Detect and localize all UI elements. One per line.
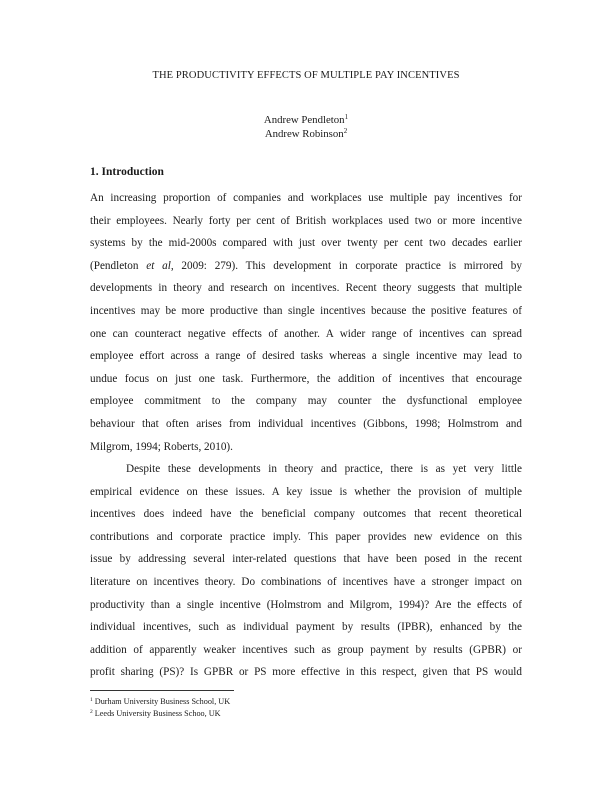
- text-line: their employees. Nearly forty per cent of British workplaces used two or more incentive: [90, 214, 522, 227]
- text-line: incentives may be more productive than single incentives because the positive features of: [90, 304, 522, 317]
- text-segment: (Pendleton: [90, 259, 147, 272]
- text-line: addition of apparently weaker incentives such as group payment by results (GPBR) or: [90, 643, 522, 656]
- author-name: Andrew Robinson: [264, 128, 344, 140]
- footnote-mark: 2: [90, 708, 93, 715]
- author-1: [90, 113, 522, 127]
- footnote-mark: 2: [343, 127, 348, 135]
- text-line: Milgrom, 1994; Roberts, 2010).: [90, 440, 233, 453]
- text-line: profit sharing (PS)? Is GPBR or PS more effective in this respect, given that PS would: [90, 666, 522, 679]
- text-line: individual incentives, such as individual payment by results (IPBR), enhanced by the: [90, 621, 522, 634]
- paper-title: THE PRODUCTIVITY EFFECTS OF MULTIPLE PAY INCENTIVES: [152, 70, 460, 81]
- footnote-divider: [90, 690, 234, 691]
- text-line: empirical evidence on these issues. A key issue is whether the provision of multiple: [90, 485, 522, 498]
- text-line: behaviour that often arises from individual incentives (Gibbons, 1998; Holmstrom and: [90, 417, 522, 430]
- text-line: productivity than a single incentive (Holmstrom and Milgrom, 1994)? Are the effects of: [90, 598, 522, 611]
- text-segment: 2009: 279). This development in corporate practice is mirrored by: [173, 259, 522, 272]
- text-line: systems by the mid-2000s compared with just over twenty per cent two decades earlier: [90, 237, 522, 250]
- text-line: An increasing proportion of companies and workplaces use multiple pay incentives for: [90, 192, 522, 204]
- text-line: employee commitment to the company may counter the dysfunctional employee: [90, 395, 522, 408]
- text-line: Despite these developments in theory and practice, there is as yet very little: [126, 463, 522, 475]
- text-line: undue focus on just one task. Furthermore, the addition of incentives that encourage: [90, 372, 522, 385]
- paragraph-1: [90, 187, 522, 458]
- text-line: incentives does indeed have the beneficial company outcomes that recent theoretical: [90, 508, 522, 521]
- author-list: [90, 113, 522, 141]
- text-line: one can counteract negative effects of another. A wider range of incentives can spread: [90, 327, 522, 340]
- paragraph-2: [90, 458, 522, 684]
- text-line-citation: [90, 255, 522, 278]
- section-heading: 1. Introduction: [90, 166, 164, 178]
- author-2: [90, 127, 522, 141]
- footnote-mark: 1: [90, 697, 93, 703]
- footnote-text: Leeds University Business Schoo, UK: [92, 708, 221, 718]
- text-line: contributions and corporate practice imply. This paper provides new evidence on this: [90, 530, 522, 543]
- footnote-2: [90, 708, 230, 720]
- text-line: issue by addressing several inter-related questions that have been posed in the recent: [90, 553, 522, 566]
- footnotes: [90, 696, 230, 719]
- italic-text: et al,: [146, 259, 174, 272]
- text-line: developments in theory and research on incentives. Recent theory suggests that multiple: [90, 282, 522, 295]
- author-name: Andrew Pendleton: [263, 114, 345, 126]
- footnote-mark: 1: [344, 113, 349, 121]
- text-line: employee effort across a range of desired tasks whereas a single incentive may lead to: [90, 350, 522, 363]
- footnote-text: Durham University Business School, UK: [92, 697, 231, 706]
- text-line: literature on incentives theory. Do combinations of incentives have a stronger impact on: [90, 575, 522, 588]
- footnote-1: [90, 696, 230, 708]
